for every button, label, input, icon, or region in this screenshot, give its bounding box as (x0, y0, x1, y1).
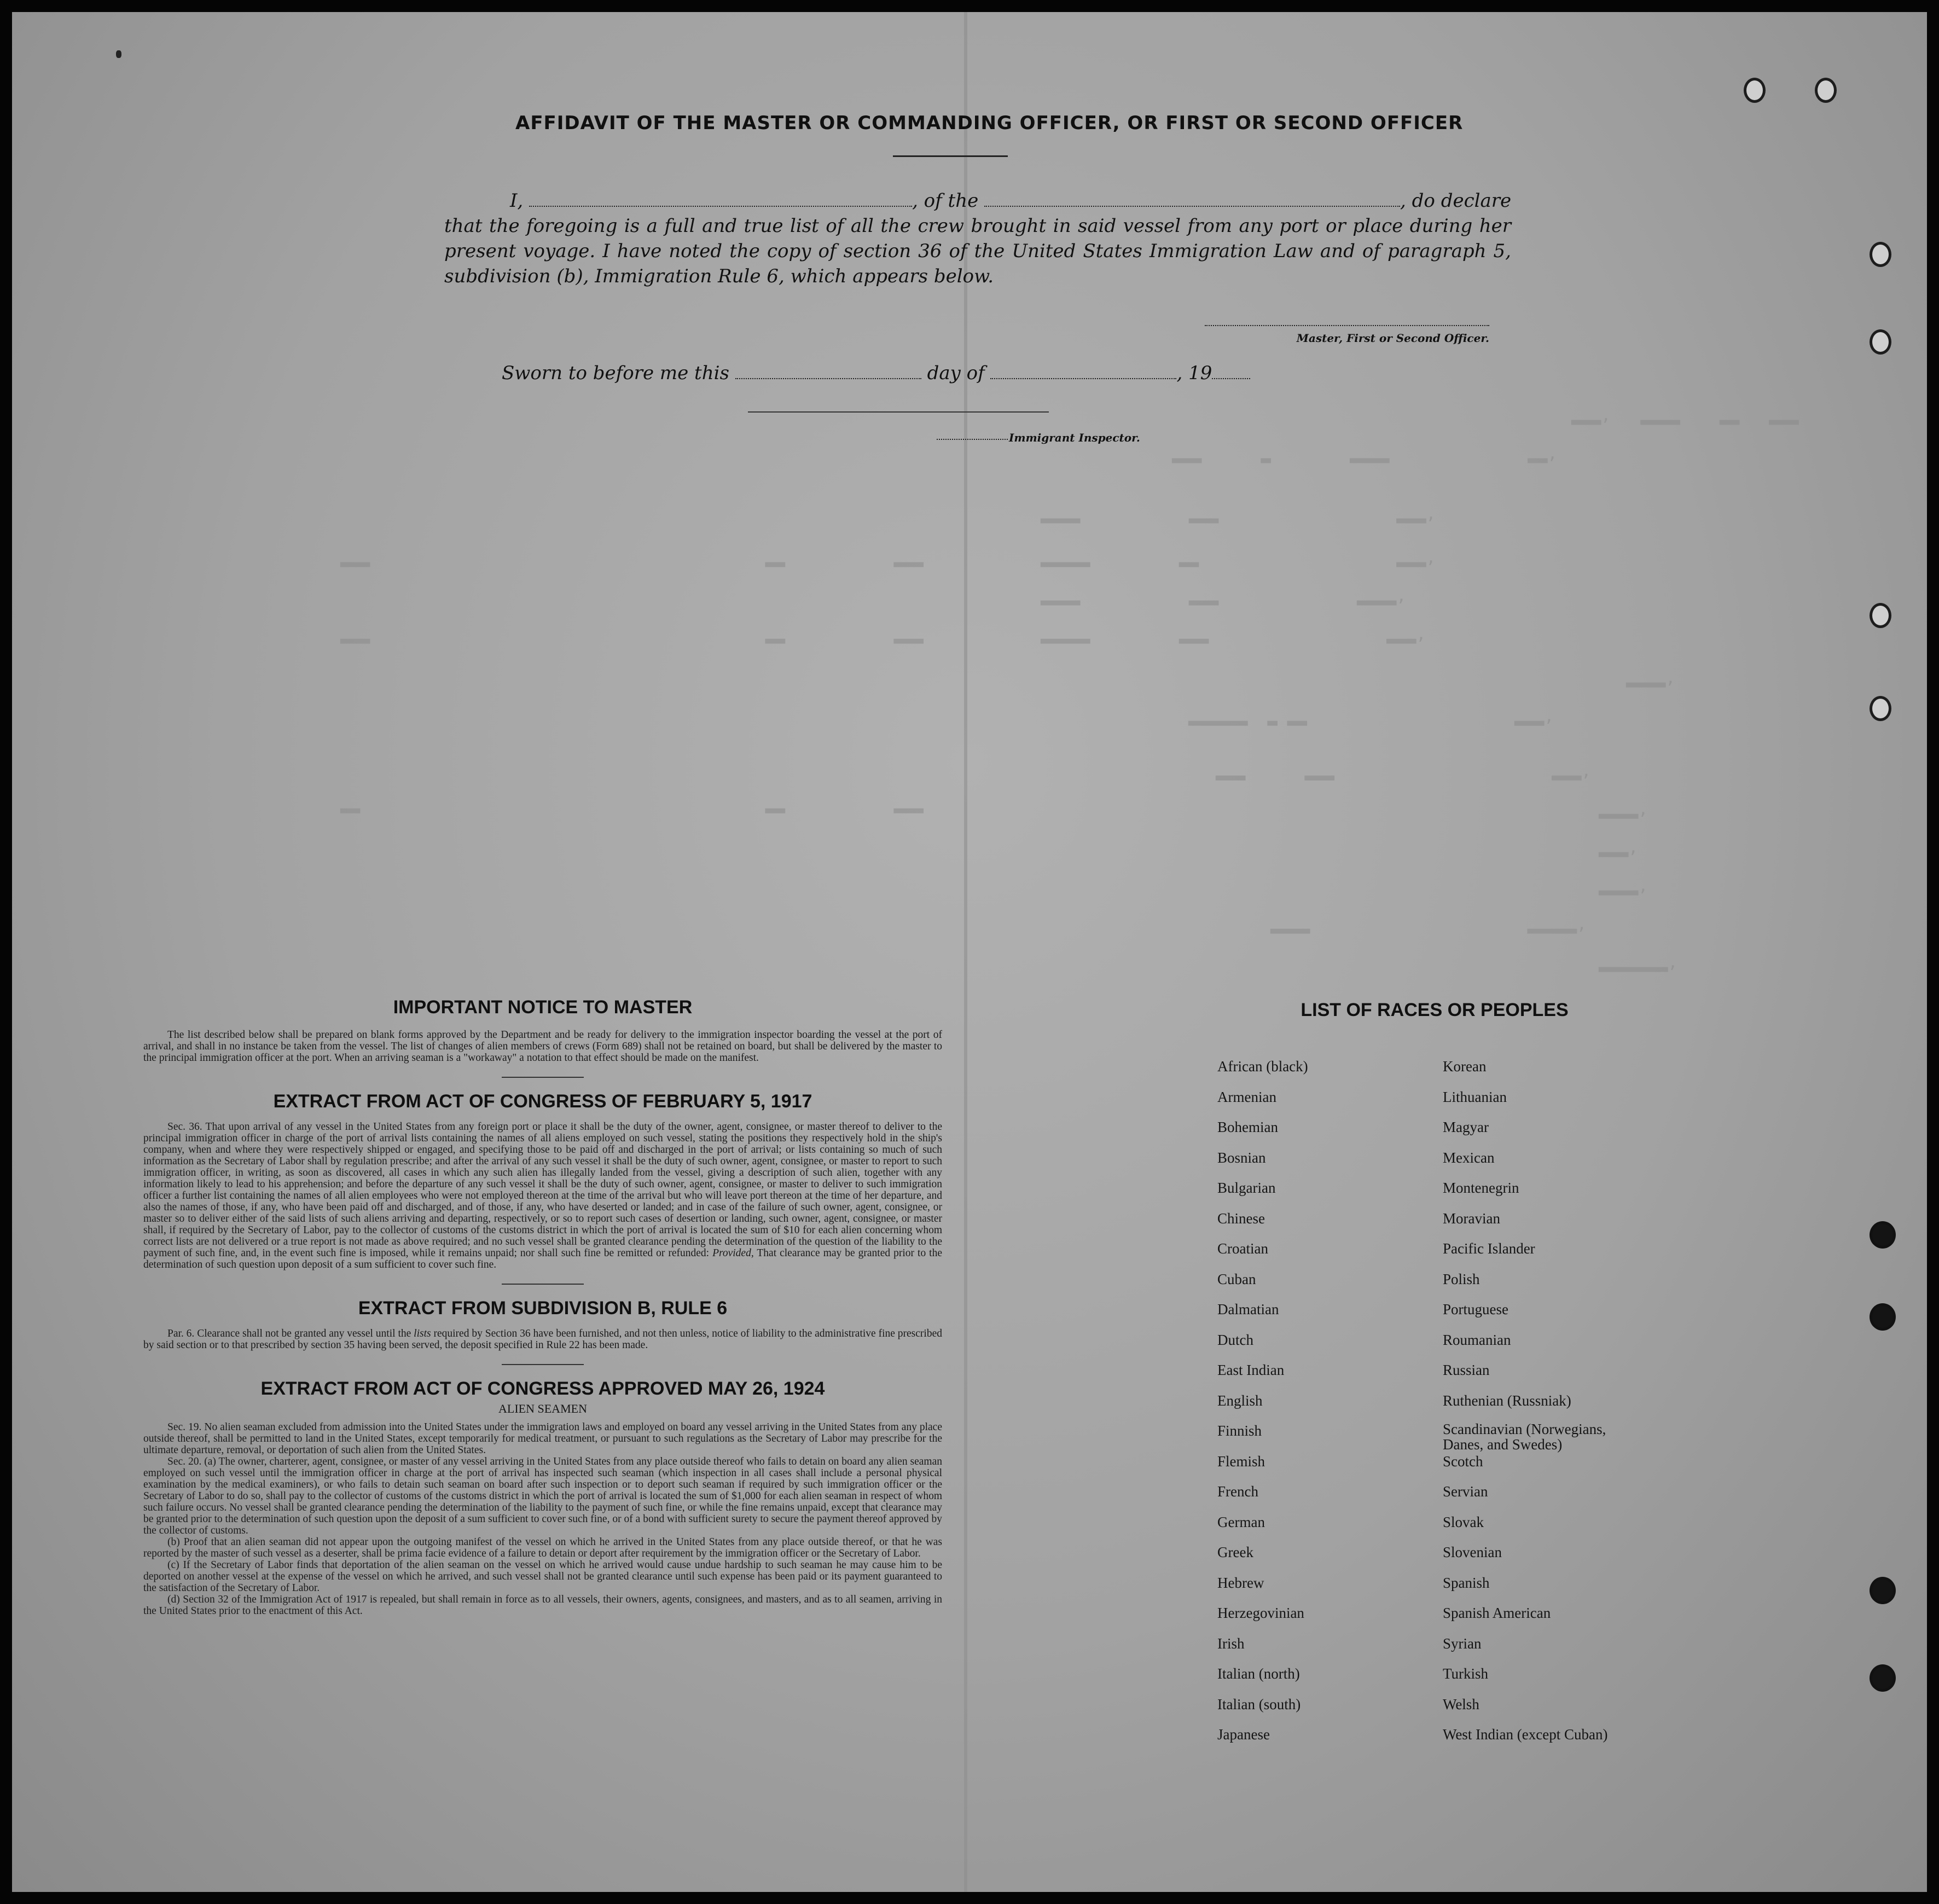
affidavit-first-line (444, 188, 1511, 213)
race-item: Ruthenian (Russniak) (1443, 1392, 1571, 1409)
punch-hole (1870, 603, 1891, 628)
sec-36-tail: That clearance may be granted prior to the determination of such question upon deposit of a sum sufficient to cover such fine. (143, 1247, 943, 1270)
punch-hole (1870, 1303, 1896, 1331)
race-item: Scotch (1443, 1453, 1483, 1470)
punch-hole (1870, 1664, 1896, 1692)
race-item: Lithuanian (1443, 1088, 1507, 1105)
inspector-name-dots (937, 439, 1008, 440)
race-item: Syrian (1443, 1635, 1482, 1652)
master-signature-field[interactable] (1205, 325, 1489, 326)
extract-rule6-text (143, 1328, 942, 1351)
sworn-day-field[interactable] (735, 364, 921, 379)
race-item: Servian (1443, 1483, 1488, 1500)
race-item: West Indian (except Cuban) (1443, 1726, 1608, 1743)
race-item: Korean (1443, 1058, 1487, 1075)
par-6-text-a: Par. 6. Clearance shall not be granted any vessel until the (167, 1328, 411, 1339)
section-divider (502, 1364, 584, 1365)
inspector-signature-field[interactable] (748, 411, 1049, 413)
punch-hole (1870, 242, 1891, 267)
section-divider (502, 1284, 584, 1285)
race-item: Bulgarian (1217, 1180, 1276, 1196)
document-page: ▂▂▂, ▂▂▂▂ ▂▂ ▂▂▂ ▂▂▂ ▂ ▂▂▂▂ ▂▂, ▂▂▂▂ ▂▂▂ ▂▂▂, ▂▂▂▂▂ ▂▂ ▂▂▂, ▂▂▂▂ ▂▂▂ ▂▂▂▂, ▂▂▂▂▂ ▂▂▂ ▂▂▂, ▂▂▂▂, ▂▂▂▂▂▂ ▂ ▂▂ ▂▂▂, ▂▂▂ ▂▂▂ ▂▂▂, ▂▂▂▂, ▂▂▂, ▂▂▂▂, ▂▂▂▂ ▂▂▂▂▂, ▂▂▂▂▂▂▂, ▂▂▂ ▂▂ ▂▂▂ ▂▂▂ ▂▂ ▂▂▂ ▂▂ ▂▂ ▂▂▂ AFFIDAVIT OF THE MASTER OR COMMANDING OFFICER, OR FIRST OR SECOND OFFICER I, , of the , do declare that the foregoing is a full and true list of all the crew brought in said vessel from any port or place during her present voyage. I have noted the copy of section 36 of the United States Immigration Law and of paragraph 5, subdivision (b), Immigration Rule 6, which appears below. Master, First or Second Officer. Sworn to before me this day of , 19 Immigrant Inspector. IMPORTANT NOTICE TO MASTER The list described below shall be prepared on blank forms approved by the Department and be ready for delivery to the immigration inspector boarding the vessel at the port of arrival, and shall in no instance be taken from the vessel. The list of changes of alien members of crews (Form 689) shall not be retained on board, but shall be delivered by the master to the principal immigration officer at the port. When an arriving seaman is a "workaway" a notation to that effect should be made on the manifest. EXTRACT FROM ACT OF CONGRESS OF FEBRUARY 5, 1917 Sec. 36. That upon arrival of any vessel in the United States from any foreign port or place it shall be the duty of the owner, agent, consignee, or master thereof to deliver to the principal immigration officer in charge of the port of arrival lists containing the names of all aliens employed on such vessel, stating the positions they respectively hold in the ship's company, when and where they were respectively shipped or engaged, and specifying those to be paid off and discharged in the port of arrival; or lists containing so much of such information as the Secretary of Labor shall by regulation prescribe; and after the arrival of any such vessel it shall be the duty of such owner, agent, consignee, or master to report to such immigration officer, in writing, as soon as discovered, all cases in which any such alien has illegally landed from the vessel, giving a description of such alien, together with any information likely to lead to his apprehension; and before the departure of any such vessel it shall be the duty of such owner, agent, consignee, or master to deliver to such immigration officer a further list containing the names of all alien employees who were not employed thereon at the time of the arrival but who will leave port thereon at the time of her departure, and also the names of those, if any, who have been paid off and discharged, and of those, if any, who have deserted or landed; and in case of the failure of such owner, agent, consignee, or master so to deliver either of the said lists of such aliens arriving and departing, respectively, or so to report such cases of desertion or landing, such owner, agent, consignee, or master shall, if required by the Secretary of Labor, pay to the collector of customs of the customs district in which the port of arrival is located the sum of $10 for each alien concerning whom correct lists are not delivered or a true report is not made as above required; and no such vessel shall be granted clearance pending the determination of the question of the liability to the payment of such fine, and, in the event such fine is imposed, while it remains unpaid; nor shall such fine be remitted or refunded: Provided, That clearance may be granted prior to the determination of such question upon deposit of a sum sufficient to cover such fine. EXTRACT FROM SUBDIVISION B, RULE 6 Par. 6. Clearance shall not be granted any vessel until the lists required by Section 36 have been furnished, and not then unless, notice of liability to the administrative fine prescribed by said section or to that prescribed by section 35 having been served, the deposit specified in Rule 22 has been made. EXTRACT FROM ACT OF CONGRESS APPROVED MAY 26, 1924 ALIEN SEAMEN Sec. 19. No alien seaman excluded from admission into the United States under the immigration laws and employed on board any vessel arriving in the United States from any place outside thereof, shall be permitted to land in the United States, except temporarily for medical treatment, or pursuant to such regulations as the Secretary of Labor may prescribe for the ultimate departure, removal, or deportation of such alien from the United States. Sec. 20. (a) The owner, charterer, agent, consignee, or master of any vessel arriving in the United States from any place outside thereof who fails to detain on board any alien seaman employed on such vessel until the immigration officer in charge at the port of arrival has inspected such seaman (which inspection in all cases shall include a personal physical examination by the medical examiners), or who fails to detain such seaman on board after such inspection or to deport such seaman if required by such immigration officer or the Secretary of Labor to do so, shall pay to the collector of customs of the customs district in which the port of arrival is located the sum of $1,000 for each alien seaman in respect of whom such failure occurs. No vessel shall be granted clearance pending the determination of the liability to the payment of such fine, or while the fine remains unpaid, except that clearance may be granted prior to the determination of such question upon the deposit of a sum sufficient to cover such fine, or of a bond with sufficient surety to secure the payment thereof approved by the collector of customs. (b) Proof that an alien seaman did not appear upon the outgoing manifest of the vessel on which he arrived in the United States from any place outside thereof, or that he was reported by the master of such vessel as a deserter, shall be prima facie evidence of a failure to detain or deport after requirement by the immigration officer or the Secretary of Labor. (c) If the Secretary of Labor finds that deportation of the alien seaman on the vessel on which he arrived would cause undue hardship to such seaman he may cause him to be deported on another vessel at the expense of the vessel on which he arrived, and such vessel shall not be granted clearance until such expense has been paid or its payment guaranteed to the satisfaction of the Secretary of Labor. (d) Section 32 of the Immigration Act of 1917 is repealed, but shall remain in force as to all vessels, their owners, agents, consignees, and masters, and as to all seamen, arriving in the United States prior to the enactment of this Act. LIST OF RACES OR PEOPLES African (black) Armenian Bohemian Bosnian Bulgarian Chinese Croatian Cuban Dalmatian Dutch East Indian English Finnish Flemish French German Greek Hebrew Herzegovinian Irish Italian (north) Italian (south) Japanese Korean Lithuanian Magyar Mexican Montenegrin Moravian Pacific Islander Polish Portuguese Roumanian Russian Ruthenian (Russniak) Scandinavian (Norwegians, Danes, and Swedes) Scotch Servian Slovak Slovenian Spanish Spanish American Syrian Turkish Welsh West Indian (except Cuban) (12, 12, 1927, 1892)
races-title: LIST OF RACES OR PEOPLES (1301, 1000, 1569, 1020)
sec-20a-paragraph: Sec. 20. (a) The owner, charterer, agent, consignee, or master of any vessel arriving in the United States from any place outside thereof who fails to detain on board any alien seaman employed on such vessel until the immigration officer in charge at the port of arrival has inspected such seaman (which inspection in all cases shall include a personal physical examination by the medical examiners), or who fails to detain such seaman on board after such inspection or to deport such seaman if required by such immigration officer or the Secretary of Labor to do so, shall pay to the collector of customs of the customs district in which the port of arrival is located the sum of $1,000 for each alien seaman in respect of whom such failure occurs. No vessel shall be granted clearance pending the determination of the liability to the payment of such fine, or while the fine remains unpaid, except that clearance may be granted prior to the determination of such question upon the deposit of a sum sufficient to cover such fine, or of a bond with sufficient surety to secure the payment thereof approved by the collector of customs. (143, 1456, 942, 1536)
affidavit-body: that the foregoing is a full and true list of all the crew brought in said vessel from any port or place during her present voyage. I have noted the copy of section 36 of the United States Immigration Law and of paragraph 5, subdivision (b), Immigration Rule 6, which appears below. (444, 215, 1511, 287)
race-item: Finnish (1217, 1423, 1262, 1439)
race-item: Dalmatian (1217, 1301, 1279, 1317)
race-item: Bosnian (1217, 1149, 1266, 1166)
race-item: Mexican (1443, 1149, 1495, 1166)
race-item: Russian (1443, 1362, 1490, 1378)
race-item: German (1217, 1513, 1265, 1530)
race-item: Scandinavian (Norwegians, Danes, and Swedes) (1443, 1421, 1606, 1453)
notice-paragraph: The list described below shall be prepared on blank forms approved by the Department and be ready for delivery to the immigration inspector boarding the vessel at the port of arrival, and shall in no instance be taken from the vessel. The list of changes of alien members of crews (Form 689) shall not be retained on board, but shall be delivered by the master to the principal immigration officer at the port. When an arriving seaman is a "workaway" a notation to that effect should be made on the manifest. (143, 1029, 942, 1064)
sec-20b-paragraph: (b) Proof that an alien seaman did not appear upon the outgoing manifest of the vessel on which he arrived in the United States from any place outside thereof, or that he was reported by the master of such vessel as a deserter, shall be prima facie evidence of a failure to detain or deport after requirement by the immigration officer or the Secretary of Labor. (143, 1536, 942, 1559)
race-item: Irish (1217, 1635, 1245, 1652)
label-of-the: , of the (912, 190, 979, 212)
race-item: African (black) (1217, 1058, 1308, 1075)
extract-1924-title: EXTRACT FROM ACT OF CONGRESS APPROVED MAY 26, 1924 (260, 1378, 825, 1399)
affidavit-title: AFFIDAVIT OF THE MASTER OR COMMANDING OFFICER, OR FIRST OR SECOND OFFICER (515, 112, 1464, 134)
race-item: Croatian (1217, 1240, 1268, 1257)
vessel-name-field[interactable] (984, 191, 1400, 207)
label-do-declare: , do declare (1400, 190, 1512, 212)
alien-seamen-subtitle: ALIEN SEAMEN (498, 1402, 587, 1415)
notice-text (143, 1029, 942, 1064)
punch-hole (1870, 1221, 1896, 1249)
race-item: Italian (south) (1217, 1696, 1301, 1713)
race-item: Italian (north) (1217, 1665, 1300, 1682)
race-item: French (1217, 1483, 1258, 1500)
extract-1924-text (143, 1421, 942, 1617)
sec-19-paragraph: Sec. 19. No alien seaman excluded from admission into the United States under the immigration laws and employed on board any vessel arriving in the United States from any place outside thereof, shall be permitted to land in the United States, except temporarily for medical treatment, or pursuant to such regulations as the Secretary of Labor may prescribe for the ultimate departure, removal, or deportation of such alien from the United States. (143, 1421, 942, 1456)
sworn-month-field[interactable] (990, 364, 1176, 379)
provided-word: Provided, (712, 1247, 754, 1259)
race-item: Slovenian (1443, 1544, 1502, 1560)
title-underline (893, 155, 1008, 157)
sworn-year-field[interactable] (1212, 364, 1250, 379)
race-item: Welsh (1443, 1696, 1479, 1713)
race-item: Spanish (1443, 1574, 1490, 1591)
race-item: Turkish (1443, 1665, 1489, 1682)
sec-20d-paragraph: (d) Section 32 of the Immigration Act of 1917 is repealed, but shall remain in force as to all vessels, their owners, agents, consignees, and masters, and as to all seamen, arriving in the United States prior to the enactment of this Act. (143, 1594, 942, 1617)
punch-hole (1870, 696, 1891, 721)
section-divider (502, 1077, 584, 1078)
par-6-text-b: required by Section 36 have been furnished, and not then unless, notice of liability to the administrative fine prescribed by said section or to that prescribed by section 35 having been served, the deposit specified in Rule 22 has been made. (143, 1328, 942, 1351)
race-item: Pacific Islander (1443, 1240, 1535, 1257)
extract-1917-title: EXTRACT FROM ACT OF CONGRESS OF FEBRUARY 5, 1917 (273, 1091, 812, 1112)
signature-caption: Master, First or Second Officer. (1296, 332, 1489, 345)
race-item: Bohemian (1217, 1119, 1278, 1135)
race-item: Spanish American (1443, 1605, 1551, 1621)
race-item: Flemish (1217, 1453, 1265, 1470)
race-item: Armenian (1217, 1088, 1276, 1105)
punch-hole (1744, 78, 1766, 103)
sworn-label: Sworn to before me this (502, 362, 729, 384)
legal-notices (143, 997, 942, 1617)
inspector-caption: Immigrant Inspector. (1009, 431, 1140, 444)
sec-20c-paragraph: (c) If the Secretary of Labor finds that deportation of the alien seaman on the vessel on which he arrived would cause undue hardship to such seaman he may cause him to be deported on another vessel at the expense of the vessel on which he arrived, and such vessel shall not be granted clearance until such expense has been paid or its payment guaranteed to the satisfaction of the Secretary of Labor. (143, 1559, 942, 1594)
races-left-column (1217, 1052, 1308, 1750)
race-item: Hebrew (1217, 1574, 1264, 1591)
race-item: Chinese (1217, 1210, 1265, 1227)
race-item: Japanese (1217, 1726, 1270, 1743)
extract-1917-text (143, 1121, 942, 1270)
page-fold (964, 12, 967, 1892)
year-label: , 19 (1176, 362, 1212, 384)
race-item: Greek (1217, 1544, 1253, 1560)
extract-rule6-title: EXTRACT FROM SUBDIVISION B, RULE 6 (358, 1298, 728, 1319)
race-item: English (1217, 1392, 1263, 1409)
race-item: Roumanian (1443, 1331, 1511, 1348)
races-right-column (1443, 1052, 1640, 1750)
race-item: Montenegrin (1443, 1180, 1519, 1196)
race-item: Cuban (1217, 1270, 1256, 1287)
day-of-label: day of (927, 362, 985, 384)
sworn-line (502, 362, 1268, 384)
punch-hole (1870, 1577, 1896, 1604)
race-item: East Indian (1217, 1362, 1285, 1378)
race-item: Portuguese (1443, 1301, 1508, 1317)
race-item: Slovak (1443, 1513, 1484, 1530)
ink-speck (116, 50, 121, 58)
lists-word: lists (414, 1328, 431, 1339)
race-item: Polish (1443, 1270, 1480, 1287)
label-i: I, (510, 190, 524, 212)
race-item: Moravian (1443, 1210, 1500, 1227)
sec-36-text: Sec. 36. That upon arrival of any vessel in the United States from any foreign port or place it shall be the duty of the owner, agent, consignee, or master thereof to deliver to the principal immigration officer in charge of the port of arrival lists containing the names of all aliens employed on such vessel, stating the positions they respectively hold in the ship's company, when and where they were respectively shipped or engaged, and specifying those to be paid off and discharged in the port of arrival; or lists containing so much of such information as the Secretary of Labor shall by regulation prescribe; and after the arrival of any such vessel it shall be the duty of such owner, agent, consignee, or master to report to such immigration officer, in writing, as soon as discovered, all cases in which any such alien has illegally landed from the vessel, giving a description of such alien, together with any information likely to lead to his apprehension; and before the departure of any such vessel it shall be the duty of such owner, agent, consignee, or master to deliver to such immigration officer a further list containing the names of all alien employees who were not employed thereon at the time of the arrival but who will leave port thereon at the time of her departure, and also the names of those, if any, who have been paid off and discharged, and of those, if any, who have deserted or landed; and in case of the failure of such owner, agent, consignee, or master so to deliver either of the said lists of such aliens arriving and departing, respectively, or so to report such cases of desertion or landing, such owner, agent, consignee, or master shall, if required by the Secretary of Labor, pay to the collector of customs of the customs district in which the port of arrival is located the sum of $10 for each alien concerning whom correct lists are not delivered or a true report is not made as above required; and no such vessel shall be granted clearance pending the determination of the question of the liability to the payment of such fine, and, in the event such fine is imposed, while it remains unpaid; nor shall such fine be remitted or refunded: (143, 1121, 942, 1259)
affidavit-text (444, 188, 1511, 289)
race-item: Herzegovinian (1217, 1605, 1304, 1621)
punch-hole (1815, 78, 1837, 103)
race-item: Magyar (1443, 1119, 1489, 1135)
race-item: Dutch (1217, 1331, 1253, 1348)
notice-title: IMPORTANT NOTICE TO MASTER (393, 997, 693, 1018)
master-name-field[interactable] (529, 191, 912, 207)
punch-hole (1870, 329, 1891, 355)
